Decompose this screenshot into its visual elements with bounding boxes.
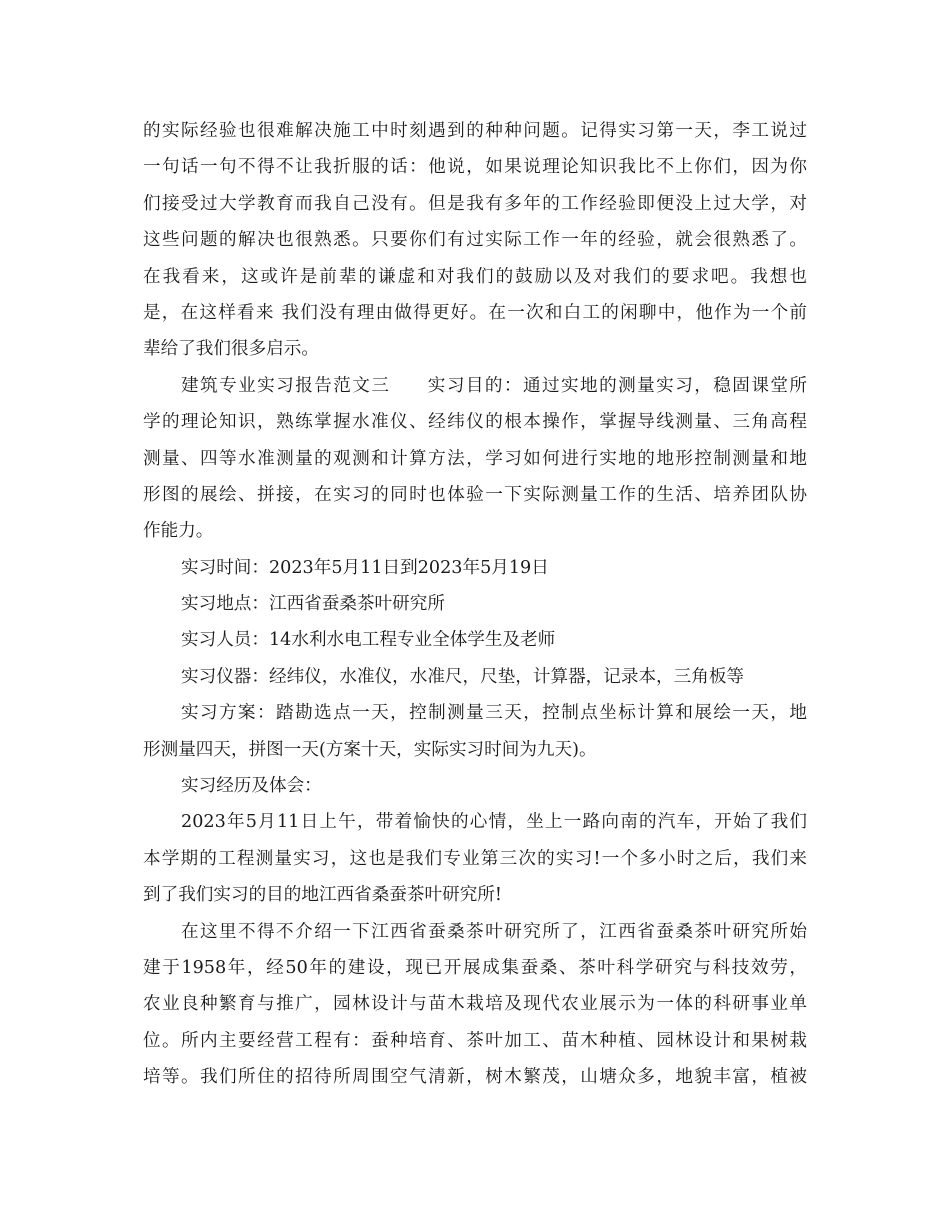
text-line: 学的理论知识，熟练掌握水准仪、经纬仪的根本操作，掌握导线测量、三角高程 <box>143 412 807 433</box>
text-line: 一句话一句不得不让我折服的话：他说，如果说理论知识我比不上你们，因为你 <box>143 157 807 178</box>
internship-instruments: 实习仪器：经纬仪，水准仪，水准尺，尺垫，计算器，记录本，三角板等 <box>181 666 745 687</box>
internship-time: 实习时间：2023年5月11日到2023年5月19日 <box>181 557 549 578</box>
text-line: 位。所内主要经营工程有：蚕种培育、茶叶加工、苗木种植、园林设计和果树栽 <box>143 1030 807 1051</box>
section-heading: 建筑专业实习报告范文三 <box>181 375 391 396</box>
text-line: 建于1958年，经50年的建设，现已开展成集蚕桑、茶叶科学研究与科技效劳， <box>143 957 807 978</box>
text-line: 农业良种繁育与推广，园林设计与苗木栽培及现代农业展示为一体的科研事业单 <box>143 994 807 1015</box>
text-line: 在我看来，这或许是前辈的谦虚和对我们的鼓励以及对我们的要求吧。我想也 <box>143 266 807 287</box>
internship-place: 实习地点：江西省蚕桑茶叶研究所 <box>181 594 445 615</box>
text-line: 形测量四天，拼图一天(方案十天，实际实习时间为九天)。 <box>143 739 597 760</box>
text-line: 实习目的：通过实地的测量实习，稳固课堂所 <box>426 375 807 396</box>
text-line: 本学期的工程测量实习，这也是我们专业第三次的实习!一个多小时之后，我们来 <box>143 848 807 869</box>
text-line: 到了我们实习的目的地江西省桑蚕茶叶研究所! <box>143 885 502 906</box>
text-line: 在这里不得不介绍一下江西省蚕桑茶叶研究所了，江西省蚕桑茶叶研究所始 <box>181 921 807 942</box>
text-line: 是，在这样看来 我们没有理由做得更好。在一次和白工的闲聊中，他作为一个前 <box>143 302 807 323</box>
text-line: 作能力。 <box>143 521 214 542</box>
text-line: 这些问题的解决也很熟悉。只要你们有过实际工作一年的经验，就会很熟悉了。 <box>143 230 807 251</box>
section-heading-line <box>143 368 807 404</box>
text-line: 2023年5月11日上午，带着愉快的心情，坐上一路向南的汽车，开始了我们 <box>181 812 807 833</box>
text-line: 实习方案：踏勘选点一天，控制测量三天，控制点坐标计算和展绘一天，地 <box>181 703 807 724</box>
text-line: 形图的展绘、拼接，在实习的同时也体验一下实际测量工作的生活、培养团队协 <box>143 484 807 505</box>
text-line: 测量、四等水准测量的观测和计算方法，学习如何进行实地的地形控制测量和地 <box>143 448 807 469</box>
text-line: 的实际经验也很难解决施工中时刻遇到的种种问题。记得实习第一天，李工说过 <box>143 121 807 141</box>
text-line: 辈给了我们很多启示。 <box>143 339 319 360</box>
internship-people: 实习人员：14水利水电工程专业全体学生及老师 <box>181 630 556 651</box>
document-body <box>143 113 807 1096</box>
text-line: 们接受过大学教育而我自己没有。但是我有多年的工作经验即便没上过大学，对 <box>143 193 807 214</box>
text-line: 培等。我们所住的招待所周围空气清新，树木繁茂，山塘众多，地貌丰富，植被 <box>143 1067 807 1088</box>
experience-heading: 实习经历及体会： <box>181 776 322 797</box>
